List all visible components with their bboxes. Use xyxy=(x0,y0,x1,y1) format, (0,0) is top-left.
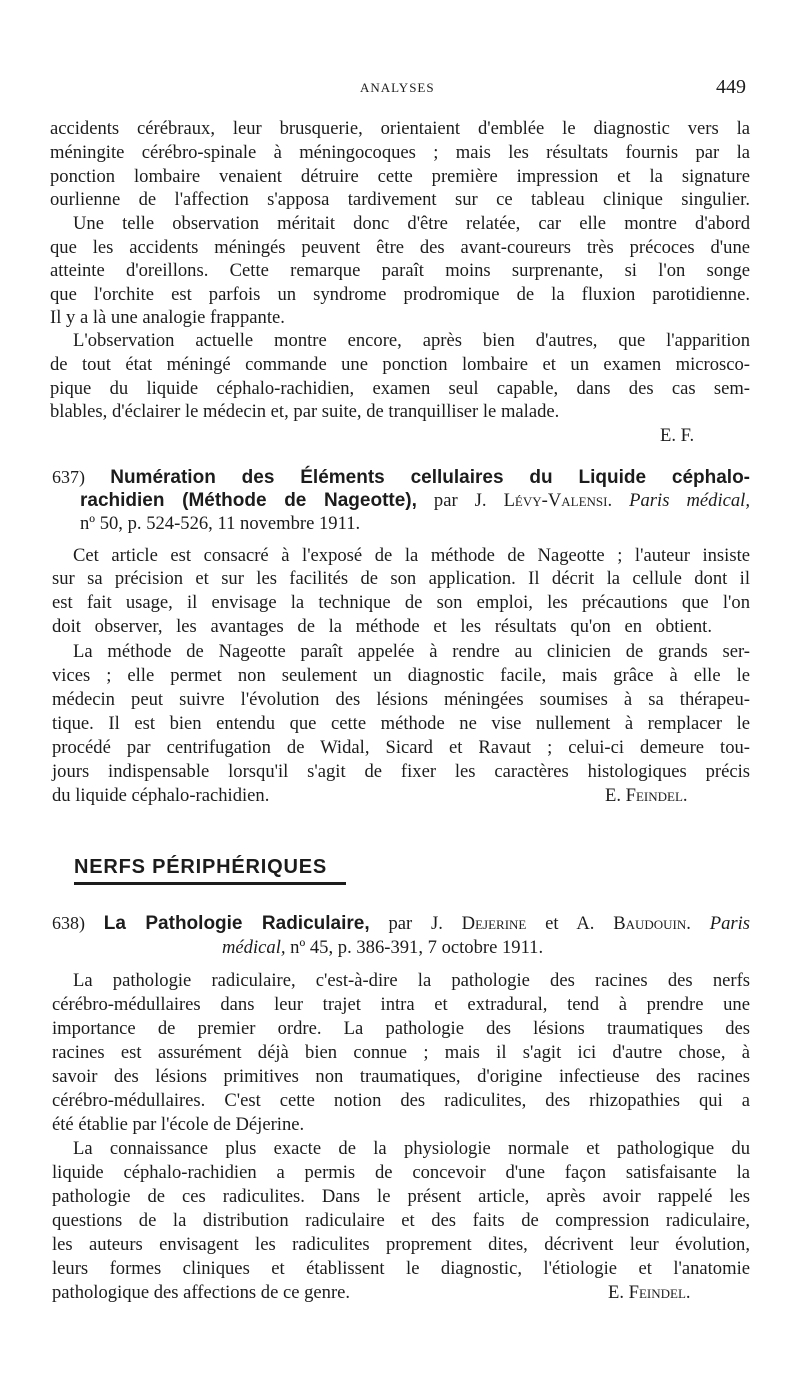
text-line: méningite cérébro-spinale à méningocoques ; mais les résultats fournis par la xyxy=(50,142,750,163)
text-line: ponction lombaire venaient détruire cette première impression et la signature xyxy=(50,166,750,187)
text-line: doit observer, les avantages de la méthode et les résultats qu'on en obtient. xyxy=(52,616,712,637)
signature: E. F. xyxy=(660,425,695,446)
text-line: La pathologie radiculaire, c'est-à-dire la pathologie des racines des nerfs xyxy=(73,970,750,991)
text-line: de tout état méningé commande une ponction lombaire et un examen microsco- xyxy=(50,354,750,375)
signature: E. Feindel. xyxy=(608,1282,691,1303)
text-line: Il y a là une analogie frappante. xyxy=(50,307,285,328)
article-heading-cont xyxy=(80,490,750,512)
text-line: Cet article est consacré à l'exposé de la méthode de Nageotte ; l'auteur insiste xyxy=(73,545,750,566)
text-line: L'observation actuelle montre encore, après bien d'autres, que l'apparition xyxy=(73,330,750,351)
text-line: accidents cérébraux, leur brusquerie, orientaient d'emblée le diagnostic vers la xyxy=(50,118,750,139)
text-line: atteinte d'oreillons. Cette remarque paraît moins surprenante, si l'on songe xyxy=(50,260,750,281)
text-line: blables, d'éclairer le médecin et, par suite, de tranquilliser le malade. xyxy=(50,401,560,422)
text-line: La méthode de Nageotte paraît appelée à rendre au clinicien de grands ser- xyxy=(73,641,750,662)
article-citation: nº 50, p. 524-526, 11 novembre 1911. xyxy=(80,513,361,534)
page-number: 449 xyxy=(716,76,746,98)
article-heading-cont xyxy=(222,937,543,959)
section-title: NERFS PÉRIPHÉRIQUES xyxy=(74,856,328,878)
article-by: par J. xyxy=(388,913,443,934)
text-line: pathologie de ces radiculites. Dans le présent article, après avoir rappelé les xyxy=(52,1186,750,1207)
article-by: par J. xyxy=(433,490,487,511)
article-heading xyxy=(52,466,750,489)
text-line: La connaissance plus exacte de la physiologie normale et pathologique du xyxy=(73,1138,750,1159)
text-line: médecin peut suivre l'évolution des lésions méningées soumises à sa thérapeu- xyxy=(52,689,750,710)
text-line: sur sa précision et sur les facilités de son application. Il décrit la cellule dont il xyxy=(52,568,750,589)
article-heading xyxy=(52,912,750,935)
text-line: liquide céphalo-rachidien a permis de concevoir d'une façon satisfaisante la xyxy=(52,1162,750,1183)
text-line: que l'orchite est parfois un syndrome prodromique de la fluxion parotidienne. xyxy=(50,284,750,305)
article-number: 637) xyxy=(52,467,85,487)
text-line: les auteurs envisagent les radiculites proprement dites, décrivent leur évolution, xyxy=(52,1234,750,1255)
article-author-1: Dejerine xyxy=(461,913,527,934)
article-author: Lévy-Valensi. xyxy=(503,490,613,511)
text-line: questions de la distribution radiculaire et des faits de compression radiculaire, xyxy=(52,1210,750,1231)
text-line: jours indispensable lorsqu'il s'agit de fixer les caractères histologiques précis xyxy=(52,761,750,782)
text-line: Une telle observation méritait donc d'être relatée, car elle montre d'abord xyxy=(73,213,750,234)
article-title-cont: rachidien (Méthode de Nageotte), xyxy=(80,490,417,511)
article-number: 638) xyxy=(52,913,85,933)
signature: E. Feindel. xyxy=(605,785,688,806)
text-line: savoir des lésions primitives non traumatiques, d'origine infectieuse des racines xyxy=(52,1066,750,1087)
text-line: vices ; elle permet non seulement un diagnostic facile, mais grâce à elle le xyxy=(52,665,750,686)
text-line: été établie par l'école de Déjerine. xyxy=(52,1114,305,1135)
text-line: tique. Il est bien entendu que cette méthode ne vise nullement à remplacer le xyxy=(52,713,750,734)
text-line: cérébro-médullaires dans leur trajet intra et extradural, tend à prendre une xyxy=(52,994,750,1015)
text-line: ourlienne de l'affection s'apposa tardivement sur ce tableau clinique singulier. xyxy=(50,189,750,210)
page-header xyxy=(0,76,800,100)
text-line: cérébro-médullaires. C'est cette notion des radiculites, des rhizopathies qui a xyxy=(52,1090,750,1111)
text-line: leurs formes cliniques et établissent le diagnostic, l'étiologie et l'anatomie xyxy=(52,1258,750,1279)
text-line: est fait usage, il envisage la technique de son emploi, les précautions que l'on xyxy=(52,592,750,613)
article-title: La Pathologie Radiculaire, xyxy=(103,913,370,934)
text-line: que les accidents méningés peuvent être des avant-coureurs très précoces d'une xyxy=(50,237,750,258)
text-line: pique du liquide céphalo-rachidien, examen seul capable, dans des cas sem- xyxy=(50,378,750,399)
article-journal: Paris médical, xyxy=(629,490,750,511)
text-line: du liquide céphalo-rachidien. xyxy=(52,785,270,806)
article-citation: nº 45, p. 386-391, 7 octobre 1911. xyxy=(290,937,544,958)
article-title: Numération des Éléments cellulaires du Liquide céphalo- xyxy=(110,467,750,488)
text-line: racines est assurément déjà bien connue ; mais il s'agit ici d'autre chose, à xyxy=(52,1042,750,1063)
article-author-2: Baudouin. xyxy=(613,913,691,934)
running-title: ANALYSES xyxy=(360,80,435,95)
text-line: procédé par centrifugation de Widal, Sicard et Ravaut ; celui-ci demeure tou- xyxy=(52,737,750,758)
section-rule xyxy=(74,882,346,885)
article-journal-cont: médical, xyxy=(222,937,286,958)
text-line: importance de premier ordre. La pathologie des lésions traumatiques des xyxy=(52,1018,750,1039)
article-journal: Paris xyxy=(709,913,751,934)
text-line: pathologique des affections de ce genre. xyxy=(52,1282,351,1303)
article-and: et A. xyxy=(545,913,595,934)
